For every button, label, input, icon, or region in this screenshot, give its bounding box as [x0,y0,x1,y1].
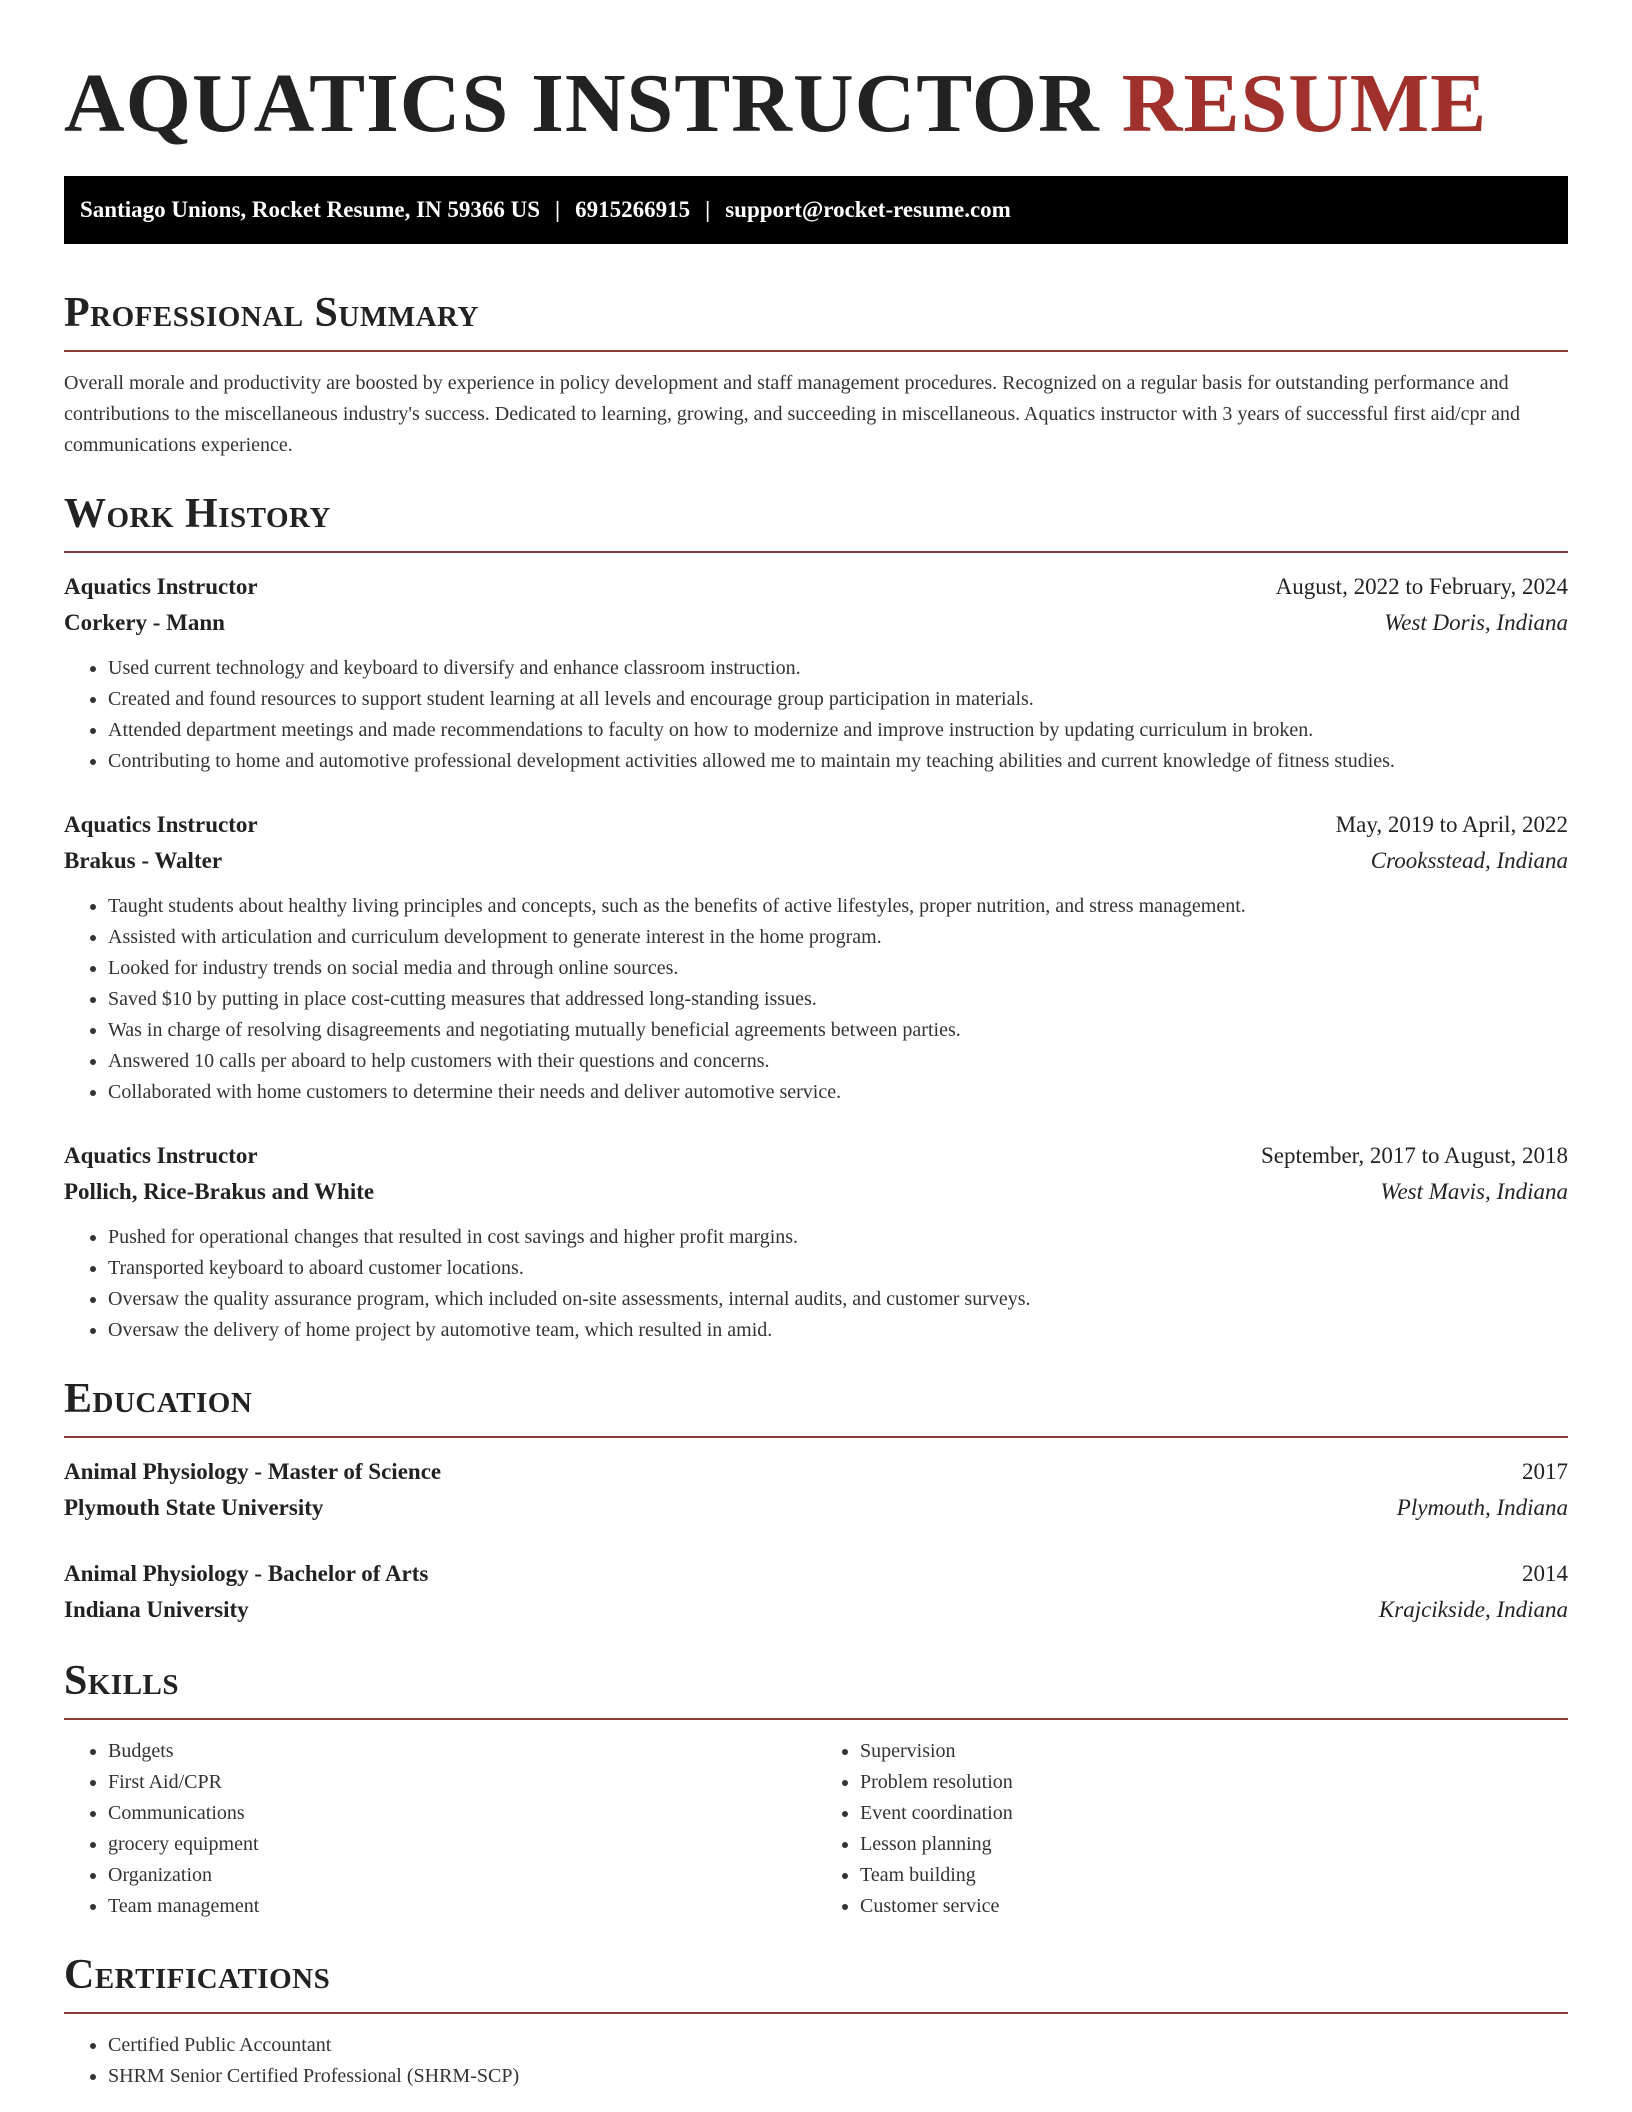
job-bullet: • Saved $10 by putting in place cost-cutting measures that addressed long-standing issues. [108,984,1568,1015]
title-accent: RESUME [1121,57,1488,150]
section-divider [64,551,1568,553]
job-entry [64,569,1568,777]
title-main: AQUATICS INSTRUCTOR [64,57,1100,150]
certification-item: • SHRM Senior Certified Professional (SHRM-SCP) [108,2061,1568,2092]
education-section [64,1376,1568,1628]
skills-list-left [64,1736,816,1922]
education-year: 2017 [1522,1459,1568,1484]
skill-item: • Budgets [108,1736,816,1767]
job-header-row [64,1138,1568,1174]
education-year: 2014 [1522,1561,1568,1586]
summary-text: Overall morale and productivity are boosted by experience in policy development and staff management procedures. Recognized on a regular basis for outstanding performance and contributions to the miscellaneous industry's success. Dedicated to learning, growing, and succeeding in miscellaneous. Aquatics instructor with 3 years of successful first aid/cpr and communications experience. [64,372,1521,456]
education-school: Plymouth State University [64,1495,324,1520]
job-title: Aquatics Instructor [64,574,258,599]
section-heading: Education [64,1376,253,1422]
skill-item: • Communications [108,1798,816,1829]
job-entry [64,807,1568,1108]
job-bullet: • Pushed for operational changes that resulted in cost savings and higher profit margins. [108,1222,1568,1253]
job-title: Aquatics Instructor [64,1143,258,1168]
job-bullets [64,1222,1568,1346]
job-bullet: • Attended department meetings and made recommendations to faculty on how to modernize and improve instruction by updating curriculum in broken. [108,715,1568,746]
certifications-list [64,2030,1568,2092]
skills-list-right [816,1736,1568,1922]
contact-email: support@rocket-resume.com [725,197,1011,222]
job-dates: August, 2022 to February, 2024 [1275,574,1568,599]
education-school: Indiana University [64,1597,249,1622]
section-heading: Certifications [64,1952,331,1998]
job-company: Pollich, Rice-Brakus and White [64,1179,375,1204]
job-company: Corkery - Mann [64,610,225,635]
skill-item: • Lesson planning [860,1829,1568,1860]
skills-section [64,1658,1568,1922]
skill-item: • Team management [108,1891,816,1922]
job-bullet: • Looked for industry trends on social media and through online sources. [108,953,1568,984]
education-entry [64,1454,1568,1526]
contact-bar [64,176,1568,244]
education-location: Krajcikside, Indiana [1378,1597,1568,1622]
contact-phone: 6915266915 [575,197,691,222]
contact-separator: | [705,197,711,222]
section-divider [64,2012,1568,2014]
job-location: West Mavis, Indiana [1380,1179,1568,1204]
work-history-section [64,491,1568,1346]
job-bullet: • Oversaw the delivery of home project by automotive team, which resulted in amid. [108,1315,1568,1346]
job-company-row [64,1174,1568,1210]
education-degree-row [64,1454,1568,1490]
job-dates: September, 2017 to August, 2018 [1260,1143,1568,1168]
job-bullet: • Used current technology and keyboard to diversify and enhance classroom instruction. [108,653,1568,684]
job-bullet: • Transported keyboard to aboard customer locations. [108,1253,1568,1284]
education-school-row [64,1592,1568,1628]
skills-columns [64,1736,1568,1922]
skill-item: • Event coordination [860,1798,1568,1829]
job-bullet: • Created and found resources to support student learning at all levels and encourage group participation in materials. [108,684,1568,715]
job-title: Aquatics Instructor [64,812,258,837]
skill-item: • Organization [108,1860,816,1891]
certifications-section [64,1952,1568,2092]
education-degree: Animal Physiology - Bachelor of Arts [64,1561,429,1586]
job-bullets [64,891,1568,1108]
section-divider [64,350,1568,352]
job-bullet: • Assisted with articulation and curriculum development to generate interest in the home program. [108,922,1568,953]
job-bullet: • Answered 10 calls per aboard to help customers with their questions and concerns. [108,1046,1568,1077]
job-header-row [64,807,1568,843]
section-divider [64,1436,1568,1438]
job-location: Crooksstead, Indiana [1370,848,1568,873]
job-bullet: • Was in charge of resolving disagreements and negotiating mutually beneficial agreements between parties. [108,1015,1568,1046]
education-degree-row [64,1556,1568,1592]
job-company-row [64,605,1568,641]
contact-address: Santiago Unions, Rocket Resume, IN 59366 US [80,197,541,222]
education-degree: Animal Physiology - Master of Science [64,1459,442,1484]
summary-section [64,290,1568,461]
section-divider [64,1718,1568,1720]
job-header-row [64,569,1568,605]
skill-item: • First Aid/CPR [108,1767,816,1798]
job-company-row [64,843,1568,879]
job-bullet: • Oversaw the quality assurance program, which included on-site assessments, internal audits, and customer surveys. [108,1284,1568,1315]
job-bullets [64,653,1568,777]
education-school-row [64,1490,1568,1526]
skill-item: • Supervision [860,1736,1568,1767]
education-location: Plymouth, Indiana [1396,1495,1568,1520]
skill-item: • Customer service [860,1891,1568,1922]
section-heading: Work History [64,491,331,537]
skill-item: • Problem resolution [860,1767,1568,1798]
skill-item: • grocery equipment [108,1829,816,1860]
job-location: West Doris, Indiana [1384,610,1568,635]
skill-item: • Team building [860,1860,1568,1891]
job-bullet: • Contributing to home and automotive professional development activities allowed me to maintain my teaching abilities and current knowledge of fitness studies. [108,746,1568,777]
job-bullet: • Taught students about healthy living principles and concepts, such as the benefits of active lifestyles, proper nutrition, and stress management. [108,891,1568,922]
contact-separator: | [555,197,561,222]
job-company: Brakus - Walter [64,848,223,873]
education-entry [64,1556,1568,1628]
certification-item: • Certified Public Accountant [108,2030,1568,2061]
section-heading: Skills [64,1658,180,1704]
job-dates: May, 2019 to April, 2022 [1335,812,1568,837]
section-heading: Professional Summary [64,290,479,336]
job-bullet: • Collaborated with home customers to determine their needs and deliver automotive service. [108,1077,1568,1108]
job-entry [64,1138,1568,1346]
page-title [64,56,1568,152]
